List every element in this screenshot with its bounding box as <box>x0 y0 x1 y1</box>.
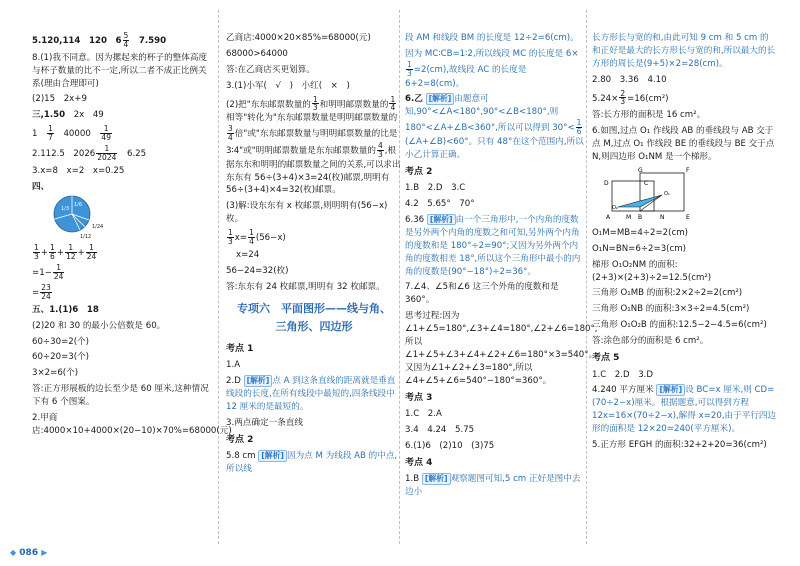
answer-text: (2)20 和 30 的最小公倍数是 60。 <box>32 320 166 331</box>
fraction-sum: $\frac{1}{3}$ + $\frac{1}{6}$ + $\frac{1}{12}$ + $\frac{1}{24}$ <box>34 243 97 262</box>
answer-text: 1.B 2.D 3.C <box>405 183 466 194</box>
answer-paragraph: (2)把"东东邮票数量的 $\frac{1}{3}$ 和明明邮票数量的 $\frac{1}{4}$ 相等"转化为"东东邮票数量是明明邮票数量的 $\frac{3}{4}$ 倍"或"东东邮票数量与明明邮票数量的比是 3∶4"或"明明邮票数量是东东邮票数量的 $\frac{4}{3}$ ,根据东东和明明的邮票数量之间的关系,可以求出东东有 56÷(3+4)×3=24(枚)邮票,明明有 56÷(3+4)×4=32(枚)邮票。 <box>226 94 401 196</box>
figure-label: C <box>644 179 649 187</box>
answer-text: 梯形 O₁O₂NM 的面积:(2+3)×(2+3)÷2=12.5(cm²) <box>592 259 712 283</box>
figure-label: F <box>686 166 690 174</box>
column-3 <box>405 32 598 502</box>
answer-text: 3.4 4.24 5.75 <box>405 424 475 435</box>
answer-text: 3.两点确定一条直线 <box>226 418 303 429</box>
answer-text: 三角形 O₁O₂B 的面积:12.5−2−4.5=6(cm²) <box>592 320 767 331</box>
figure-label: M <box>626 213 632 221</box>
answer-paragraph: 5.24× $\frac{2}{3}$ =16(cm²) <box>592 88 669 107</box>
answer-text: 6.(1)6 (2)10 (3)75 <box>405 440 495 451</box>
answer-text: 五、1.(1)6 18 <box>32 304 99 315</box>
analysis-tag: [解析] <box>422 473 451 484</box>
answer-text: 1.C 2.A <box>405 409 442 420</box>
answer-text: 2.80 3.36 4.10 <box>592 74 667 85</box>
figure-label: A <box>606 213 611 221</box>
answer-paragraph: 6.乙 [解析] 由题意可知,90°<∠A<180°,90°<∠B<180°,则 180°<∠A+∠B<360°,所以可以得到 30°< $\frac{1}{6}$ (∠A+∠B)<60°。只有 48°在这个范围内,所以小乙计算正确。 <box>405 94 584 160</box>
answer-text: 8.(1)我不同意。因为摞起来的杯子的整体高度与杯子数量的比不一定,所以二者不成正比例关系(理由合理即可) <box>32 52 208 89</box>
answer-text: 60÷20=3(个) <box>32 352 90 363</box>
section-heading: 考点 5 <box>592 353 620 363</box>
column-4 <box>592 32 777 455</box>
answer-paragraph: 2.D [解析] 点 A 到这条直线的距离就是垂直线段的长度,在所有线段中最短的,四条线段中 12 厘米的是最短的。 <box>226 376 396 413</box>
answer-paragraph: 4.240 平方厘米 [解析] 设 BC=x 厘米,则 CD=(70÷2−x)厘米。根据题意,可以得到方程 12x=16×(70÷2−x),解得 x=20,由于平行四边形的面积是 12×20=240(平方厘米)。 <box>592 385 777 435</box>
figure-label: B <box>638 213 643 221</box>
answer-text: O₁N=BN=6÷2=3(cm) <box>592 243 686 254</box>
answer-text: 思考过程:因为∠1+∠5=180°,∠3+∠4=180°,∠2+∠6=180°,所以∠1+∠5+∠3+∠4+∠2+∠6=180°×3=540°。又因为∠1+∠2+∠3=180°,所以∠4+∠5+∠6=540°−180°=360°。 <box>405 311 598 386</box>
answer-text: 长方形长与宽的和,由此可知 9 cm 和 5 cm 的和正好是最大的长方形长与宽的和,所以最大的长方形的周长是(9+5)×2=28(cm)。 <box>592 33 776 69</box>
answer-text: 答:涂色部分的面积是 6 cm²。 <box>592 336 709 347</box>
pie-label: 1/6 <box>74 202 83 209</box>
answer-text: 四、 <box>32 181 50 192</box>
answer-text: =1− <box>32 268 52 279</box>
equation: $\frac{1}{3}$ x= $\frac{1}{4}$ (56−x) <box>228 228 286 247</box>
pie-label: 1/3 <box>61 206 70 213</box>
answer-text: 1 <box>32 129 38 140</box>
pie-figure <box>52 190 122 242</box>
analysis-tag: [解析] <box>244 375 273 386</box>
geometry-figure <box>600 167 710 225</box>
column-divider <box>218 10 219 544</box>
answer-text: 乙商店:4000×20×85%=68000(元) <box>226 33 371 43</box>
section-heading: 考点 4 <box>405 457 433 468</box>
left-arrow-icon: ◆ <box>10 548 17 557</box>
figure-label: O₁ <box>664 190 670 197</box>
answer-text: 三,1.50 <box>32 110 66 121</box>
answer-text: 三角形 O₁MB 的面积:2×2÷2=2(cm²) <box>592 288 743 299</box>
column-2 <box>226 32 402 479</box>
answer-text: 答:东东有 24 枚邮票,明明有 32 枚邮票。 <box>226 281 385 292</box>
fraction: $\frac{1}{49}$ <box>101 124 111 143</box>
answer-text: x=24 <box>236 249 260 260</box>
right-arrow-icon: ▶ <box>41 548 48 557</box>
answer-paragraph: 1.B [解析] 观察题图可知,5 cm 正好是图中去边小 <box>405 474 581 498</box>
pie-label: 1/24 <box>92 224 104 231</box>
answer-text: 6.如图,过点 O₁ 作线段 AB 的垂线段与 AB 交于点 M,过点 O₁ 作线段 BE 的垂线段与 BE 交于点 N,则四边形 O₁NM 是一个梯形。 <box>592 126 775 162</box>
answer-text: 4.2 5.65° 70° <box>405 199 475 210</box>
answer-text: 7.590 <box>138 35 167 46</box>
section-heading: 考点 2 <box>405 166 433 177</box>
pie-label: 1/12 <box>80 234 92 241</box>
answer-text: 7.∠4、∠5和∠6 这三个外角的度数和是 360°。 <box>405 282 559 306</box>
section-heading: 考点 1 <box>226 343 254 354</box>
column-divider <box>586 10 587 544</box>
answer-paragraph: 6.36 [解析] 由一个三角形中,一个内角的度数是另外两个内角的度数之和可知,另外两个内角的度数和是 180°÷2=90°;又因为另外两个内角的度数相差 18°,所以这个三角形中最小的内角的度数是(90°−18°)÷2=36°。 <box>405 215 581 277</box>
answer-text: 段 AM 和线段 BM 的长度是 12÷2=6(cm)。 <box>405 33 579 43</box>
figure-label: N <box>660 213 665 221</box>
answer-text: 3.(1)小军( √ ) 小红( × ) <box>226 80 350 91</box>
answer-text: 1.C 2.D 3.D <box>592 369 654 380</box>
fraction: $\frac{1}{2024}$ <box>97 143 117 162</box>
section-heading: 考点 3 <box>405 392 433 403</box>
analysis-tag: [解析] <box>427 214 456 225</box>
answer-text: 3×2=6(个) <box>32 368 79 379</box>
page-number: ◆ 086 ▶ <box>10 548 48 558</box>
answer-text: 1.A <box>226 360 241 371</box>
answer-text: 答:正方形展板的边长至少是 60 厘米,这种情况下有 6 个图案。 <box>32 384 209 408</box>
answer-text: 3.x=8 x=2 x=0.25 <box>32 165 125 176</box>
figure-label: O₂ <box>612 204 618 211</box>
analysis-tag: [解析] <box>656 384 685 395</box>
fraction: $\frac{23}{24}$ <box>41 282 51 301</box>
answer-text: 答:在乙商店买更划算。 <box>226 64 315 75</box>
answer-text: 5.正方形 EFGH 的面积:32+2+20=36(cm²) <box>592 439 767 450</box>
fraction: $\frac{5}{4}$ <box>123 31 129 49</box>
answer-text: 三角形 O₁NB 的面积:3×3÷2=4.5(cm²) <box>592 304 750 315</box>
analysis-tag: [解析] <box>426 93 455 104</box>
answer-text: 2.甲商店:4000×10+4000×(20−10)×70%=68000(元) <box>32 412 232 436</box>
answer-text: 答:长方形的面积是 16 cm²。 <box>592 110 706 121</box>
column-1: 5.120,114 120 6 $\frac{5}{4}$ 7.590 8.(1)我不同意。因为摞起来的杯子的整体高度与杯子数量的比不一定,所以二者不成正比例关系(理由合理即可) (2)15 2x+9 三,1.50 2x 49 1 $\frac{1}{7}$ 40000 $\frac{1}{49}$ 2.112.5 2026 $\frac{1}{2024}$ 6.25 3.x=8 x=2 x=0.25 四、 1/3 1/6 1/24 1/12 $\frac{1}{3}$ + $\frac{1}{6}$ + $\frac{1}{12}$ + $\frac{1}{24}$ =1− $\frac{1}{24}$ = $\frac{23}{24}$ 五、1.(1)6 18 (2)20 和 30 的最小公倍数是 60。 60÷30=2(个) 60÷20=3(个) 3×2=6(个) 答:正方形展板的边长至少是 60 厘米,这种情况下有 6 个图案。 2.甲商店:4000×10+4000×(20−10)×70%=68000(元) <box>32 31 232 436</box>
answer-text: 40000 <box>63 129 91 140</box>
analysis-tag: [解析] <box>258 450 287 461</box>
fraction: $\frac{1}{24}$ <box>53 263 64 282</box>
answer-text: 56−24=32(枚) <box>226 265 289 276</box>
answer-paragraph: 因为 MC∶CB=1∶2,所以线段 MC 的长度是 6× $\frac{1}{3}$ =2(cm),故线段 AC 的长度是 6+2=8(cm)。 <box>405 48 579 89</box>
answer-text: O₁M=MB=4÷2=2(cm) <box>592 227 688 238</box>
answer-text: 60÷30=2(个) <box>32 336 90 347</box>
figure-label: G <box>638 166 643 174</box>
answer-text: 2.112.5 2026 <box>32 148 96 159</box>
section-heading: 考点 2 <box>226 434 254 445</box>
figure-label: D <box>604 179 609 187</box>
fraction: $\frac{1}{7}$ <box>48 124 53 143</box>
figure-label: E <box>686 213 690 221</box>
answer-text: 68000>64000 <box>226 48 288 59</box>
section-title: 专项六 平面图形——线与角、 三角形、四边形 <box>237 301 391 334</box>
answer-text: 2x 49 <box>73 110 104 121</box>
answer-text: (3)解:设东东有 x 枚邮票,则明明有(56−x)枚。 <box>226 201 388 225</box>
answer-paragraph: 5.8 cm [解析] 因为点 M 为线段 AB 的中点,所以线 <box>226 451 398 475</box>
answer-text: 6.25 <box>126 148 147 159</box>
answer-text: 5.120,114 120 6 <box>32 35 122 46</box>
answer-text: (2)15 2x+9 <box>32 94 87 105</box>
